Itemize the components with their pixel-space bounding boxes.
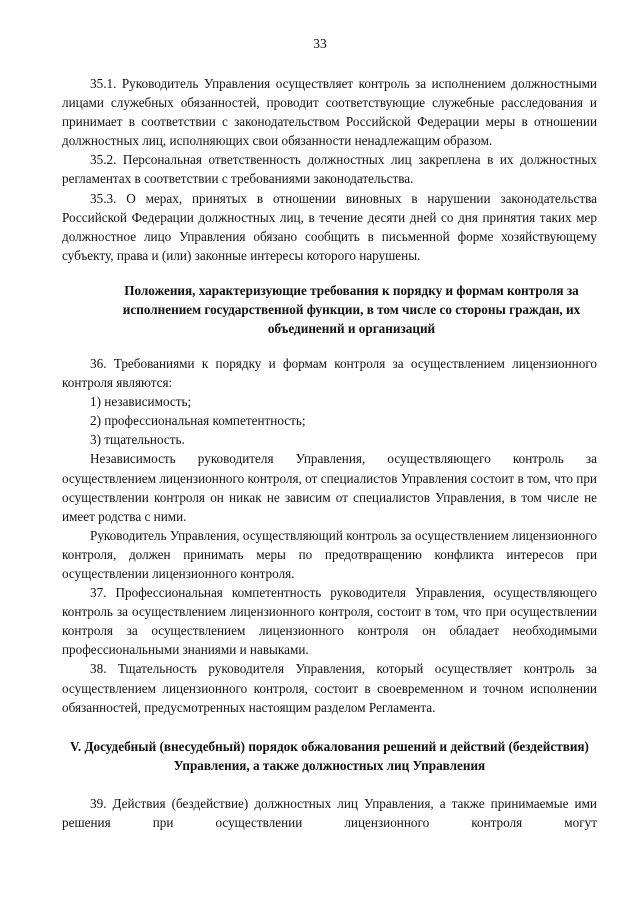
- paragraph-37: 37. Профессиональная компетентность руководителя Управления, осуществляющего контроль за осуществлением лицензионного контроля, состоит в том, что при осуществлении контроля за осуществлением лицензионного контроля он обладает необходимыми профессиональными знаниями и навыками.: [62, 585, 597, 658]
- document-body: [62, 74, 597, 832]
- page-number: 33: [313, 36, 327, 51]
- section-heading-control-requirements: Положения, характеризующие требования к порядку и формам контроля за исполнением государственной функции, в том числе со стороны граждан, их объединений и организаций: [122, 282, 581, 336]
- paragraph-39: 39. Действия (бездействие) должностных лиц Управления, а также принимаемые ими решения при осуществлении лицензионного контроля могут: [62, 795, 597, 830]
- list-item-thoroughness: 3) тщательность.: [90, 432, 185, 448]
- paragraph-35-1: 35.1. Руководитель Управления осуществляет контроль за исполнением должностными лицами служебных обязанностей, проводит соответствующие служебные расследования и принимает в соответствии с законодательством Российской Федерации меры в отношении должностных лиц, исполняющих свои обязанности ненадлежащим образом.: [62, 76, 597, 149]
- paragraph-conflict-of-interest: Руководитель Управления, осуществляющий контроль за осуществлением лицензионного контроля, должен принимать меры по предотвращению конфликта интересов при осуществлении лицензионного контроля.: [62, 527, 597, 581]
- list-item-competence: 2) профессиональная компетентность;: [90, 413, 306, 429]
- paragraph-38: 38. Тщательность руководителя Управления, который осуществляет контроль за осуществлением лицензионного контроля, состоит в своевременном и точном исполнении обязанностей, предусмотренных настоящим разделом Регламента.: [62, 661, 597, 715]
- section-heading-appeal-procedure: V. Досудебный (внесудебный) порядок обжалования решений и действий (бездействия) Управления, а также должностных лиц Управления: [70, 738, 589, 773]
- list-item-independence: 1) независимость;: [90, 394, 192, 410]
- paragraph-independence: Независимость руководителя Управления, осуществляющего контроль за осуществлением лицензионного контроля, от специалистов Управления состоит в том, что при осуществлении контроля он никак не зависим от специалистов Управления, в том числе не имеет родства с ними.: [62, 451, 597, 524]
- paragraph-35-2: 35.2. Персональная ответственность должностных лиц закреплена в их должностных регламентах в соответствии с требованиями законодательства.: [62, 152, 597, 187]
- paragraph-35-3: 35.3. О мерах, принятых в отношении виновных в нарушении законодательства Российской Федерации должностных лиц, в течение десяти дней со дня принятия таких мер должностное лицо Управления обязано сообщить в письменной форме хозяйствующему субъекту, права и (или) законные интересы которого нарушены.: [62, 190, 597, 263]
- paragraph-36: 36. Требованиями к порядку и формам контроля за осуществлением лицензионного контроля являются:: [62, 355, 597, 391]
